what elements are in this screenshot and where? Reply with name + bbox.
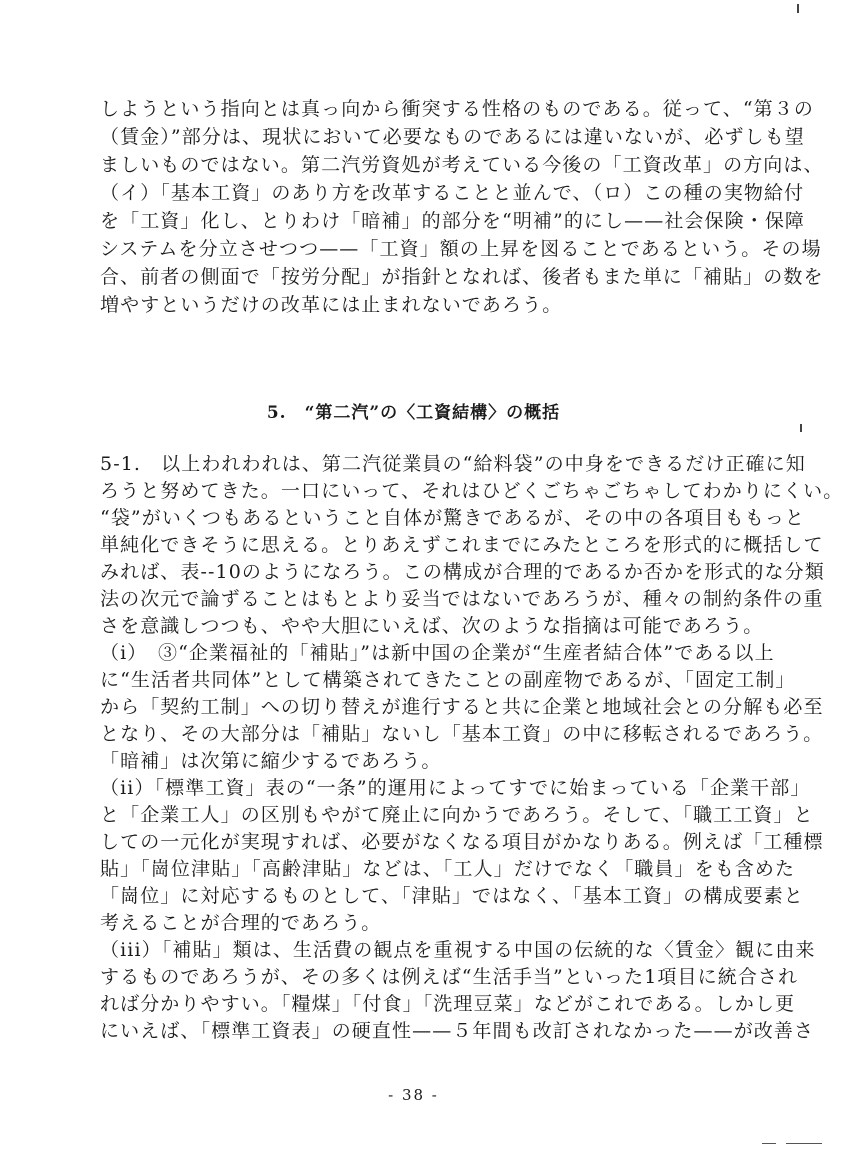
- text-line: “袋”がいくつもあるということ自体が驚きであるが、その中の各項目ももっと: [100, 507, 806, 529]
- text-line: れば分かりやすい。「糧煤」「付食」「洗理豆菜」などがこれである。しかし更: [100, 993, 796, 1015]
- text-line: しようという指向とは真っ向から衝突する性格のものである。従って、“第３の: [100, 98, 814, 120]
- text-line: 単純化できそうに思える。とりあえずこれまでにみたところを形式的に概括して: [100, 534, 824, 556]
- scan-speck: [800, 424, 802, 432]
- text-line: （i） ③“企業福祉的「補貼」”は新中国の企業が“生産者結合体”である以上: [100, 642, 775, 664]
- text-line: 増やすというだけの改革には止まれないであろう。: [100, 294, 563, 316]
- text-line: （iii）「補貼」類は、生活費の観点を重視する中国の伝統的な〈賃金〉観に由来: [100, 939, 816, 961]
- text-line: システムを分立させつつ——「工資」額の上昇を図ることであるという。その場: [100, 238, 822, 260]
- text-line: ろうと努めてきた。一口にいって、それはひどくごちゃごちゃしてわかりにくい。: [100, 480, 843, 502]
- text-line: 考えることが合理的であろう。: [100, 912, 382, 934]
- text-line: しての一元化が実現すれば、必要がなくなる項目がかなりある。例えば「工種標: [100, 831, 824, 853]
- text-line: に“生活者共同体”として構築されてきたことの副産物であるが、「固定工制」: [100, 669, 796, 691]
- text-line: （賃金）”部分は、現状において必要なものであるには違いないが、必ずしも望: [100, 126, 805, 148]
- scan-line-mark: [762, 1143, 776, 1144]
- text-line: さを意識しつつも、やや大胆にいえば、次のような指摘は可能であろう。: [100, 615, 764, 637]
- text-line: から「契約工制」への切り替えが進行すると共に企業と地域社会との分解も必至: [100, 696, 824, 718]
- page-number: - 38 -: [388, 1086, 439, 1104]
- text-line: 「崗位」に対応するものとして、「津貼」ではなく、「基本工資」の構成要素と: [100, 885, 804, 907]
- text-line: となり、その大部分は「補貼」ないし「基本工資」の中に移転されるであろう。: [100, 723, 824, 745]
- scan-speck: [797, 4, 799, 13]
- text-line: と「企業工人」の区別もやがて廃止に向かうであろう。そして、「職工工資」と: [100, 804, 814, 826]
- text-line: 貼」「崗位津貼」「高齢津貼」などは、「工人」だけでなく「職員」をも含めた: [100, 858, 796, 880]
- text-line: するものであろうが、その多くは例えば“生活手当”といった1項目に統合され: [100, 966, 799, 988]
- text-line: （ii）「標準工資」表の“一条”的運用によってすでに始まっている「企業干部」: [100, 777, 811, 799]
- text-line: 5-1. 以上われわれは、第二汽従業員の“給料袋”の中身をできるだけ正確に知: [100, 453, 806, 475]
- text-line: にいえば、「標準工資表」の硬直性——５年間も改訂されなかった——が改善さ: [100, 1020, 815, 1042]
- text-line: ましいものではない。第二汽労資処が考えている今後の「工資改革」の方向は、: [100, 154, 824, 176]
- text-line: （イ）「基本工資」のあり方を改革することと並んで、（ロ）この種の実物給付: [100, 182, 805, 204]
- text-line: 法の次元で論ずることはもとより妥当ではないであろうが、種々の制約条件の重: [100, 588, 824, 610]
- text-line: 「暗補」は次第に縮少するであろう。: [100, 750, 442, 772]
- text-line: 合、前者の側面で「按労分配」が指針となれば、後者もまた単に「補貼」の数を: [100, 266, 824, 288]
- section-heading: 5. “第二汽”の〈工資結構〉の概括: [266, 403, 561, 423]
- text-line: みれば、表--10のようになろう。この構成が合理的であるか否かを形式的な分類: [100, 561, 825, 583]
- scan-line-mark: [786, 1143, 822, 1144]
- text-line: を「工資」化し、とりわけ「暗補」的部分を“明補”的にし——社会保険・保障: [100, 210, 806, 232]
